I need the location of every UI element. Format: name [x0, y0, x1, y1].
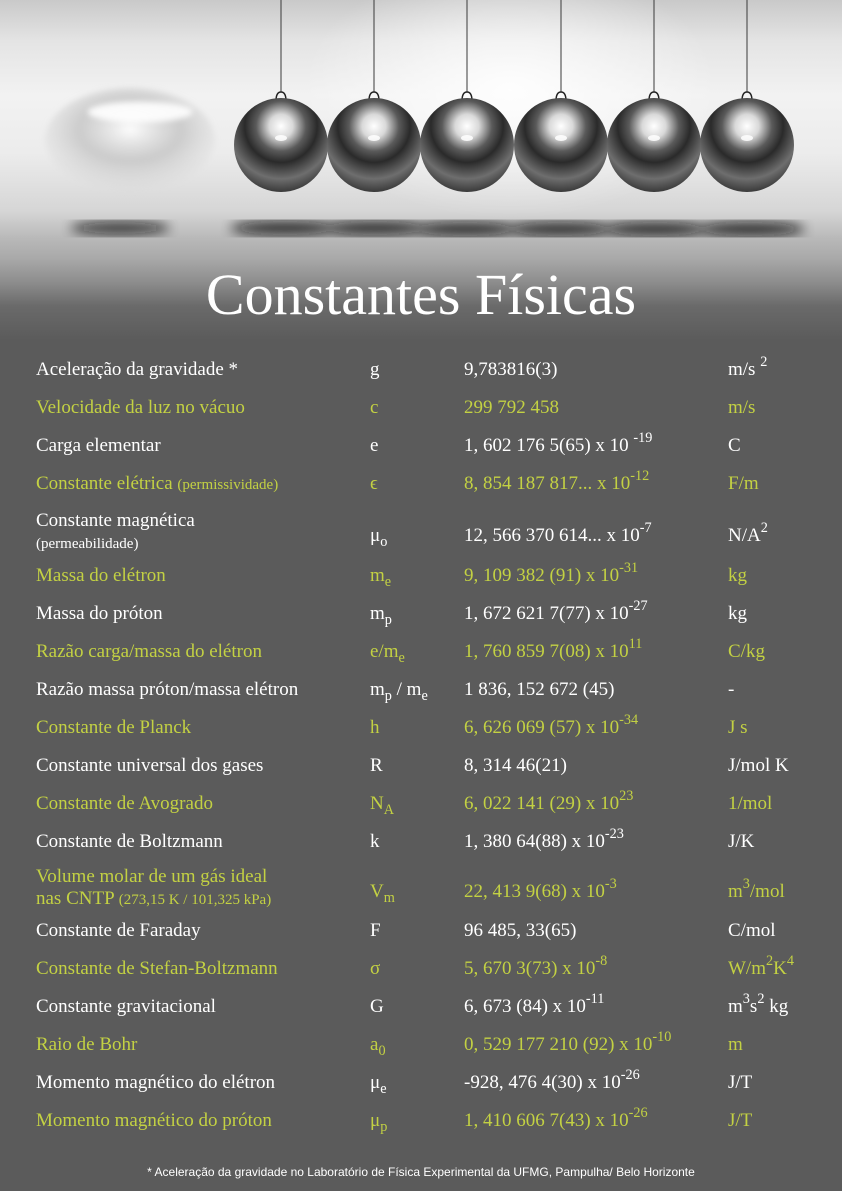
constant-symbol: F	[370, 920, 381, 941]
constant-name-cell	[36, 792, 213, 816]
constant-value-cell	[464, 712, 639, 740]
constant-symbol: N	[370, 793, 384, 814]
constant-value: 12, 566 370 614... x 10	[464, 525, 640, 546]
constant-name-cell	[36, 754, 263, 778]
constant-unit-tail: /mol	[749, 881, 785, 902]
constant-value: 1, 672 621 7(77) x 10	[464, 603, 629, 624]
constant-value: 9, 109 382 (91) x 10	[464, 565, 620, 586]
constant-value-cell	[464, 953, 608, 981]
constant-exponent: -31	[619, 560, 639, 577]
constant-row	[0, 919, 842, 957]
constant-exponent: -34	[619, 712, 639, 729]
constant-unit-cell	[728, 792, 772, 816]
constant-exponent: -7	[639, 520, 652, 537]
constant-symbol-sub: e	[398, 649, 405, 666]
constant-exponent: -10	[652, 1029, 672, 1046]
constant-unit-cell	[728, 564, 747, 588]
constant-name-cell	[36, 957, 278, 981]
constant-row	[0, 1067, 842, 1109]
constant-value: 1, 760 859 7(08) x 10	[464, 641, 629, 662]
constant-unit-cell	[728, 678, 734, 702]
constant-name-cell	[36, 1033, 137, 1057]
constant-exponent: -12	[630, 468, 650, 485]
constant-row	[0, 598, 842, 640]
constant-value: 9,783816(3)	[464, 359, 558, 380]
constant-symbol: a	[370, 1034, 379, 1055]
constant-value: 1, 602 176 5(65) x 10	[464, 435, 634, 456]
constant-symbol-cell	[370, 602, 392, 626]
constant-exponent: -23	[604, 826, 624, 843]
constant-value-cell	[464, 678, 614, 702]
constant-unit-cell	[728, 396, 755, 420]
constant-name-cell	[36, 830, 223, 854]
constant-symbol-cell	[370, 678, 428, 702]
constant-name: Razão massa próton/massa elétron	[36, 679, 299, 700]
constant-symbol-tail-sub: e	[421, 687, 428, 704]
constant-name: Constante elétrica	[36, 473, 178, 494]
constant-unit-sup: 2	[760, 520, 768, 537]
constant-name-cell	[36, 919, 201, 943]
constant-symbol: G	[370, 996, 384, 1017]
constant-name: Constante de Stefan-Boltzmann	[36, 958, 278, 979]
constant-unit-tail-sup: 4	[786, 953, 794, 970]
constant-name: Massa do elétron	[36, 565, 166, 586]
constant-unit: m	[728, 1034, 743, 1055]
constant-row	[0, 560, 842, 602]
constant-name: Velocidade da luz no vácuo	[36, 397, 245, 418]
constant-symbol-cell	[370, 919, 381, 943]
constant-name: Carga elementar	[36, 435, 161, 456]
constant-unit-cell	[728, 1033, 743, 1057]
constant-exponent: -3	[604, 876, 617, 893]
constant-name-cell	[36, 995, 216, 1019]
constant-unit-cell	[728, 520, 768, 548]
constant-symbol-cell	[370, 880, 395, 904]
constant-value-cell	[464, 876, 617, 904]
constant-row	[0, 788, 842, 830]
constant-unit: -	[728, 679, 735, 700]
constant-value-cell	[464, 520, 652, 548]
constant-symbol: μ	[370, 525, 381, 546]
constant-name: Raio de Bohr	[36, 1034, 138, 1055]
constant-exponent: -11	[585, 991, 605, 1008]
constant-row	[0, 754, 842, 792]
constant-row	[0, 1105, 842, 1147]
constant-exponent: -8	[595, 953, 608, 970]
constant-exponent: -26	[628, 1105, 648, 1122]
constant-value: 299 792 458	[464, 397, 559, 418]
constant-symbol-cell	[370, 716, 380, 740]
constant-unit: kg	[728, 603, 747, 624]
constant-value-cell	[464, 826, 624, 854]
constant-name-cell	[36, 472, 278, 497]
constant-unit: C/kg	[728, 641, 765, 662]
constant-exponent: 11	[628, 636, 643, 653]
constant-value: 22, 413 9(68) x 10	[464, 881, 605, 902]
constant-name-cell	[36, 434, 161, 458]
constant-symbol-cell	[370, 830, 380, 854]
constant-unit-cell	[728, 716, 748, 740]
constant-symbol-sub: m	[383, 889, 395, 906]
constant-symbol: e/m	[370, 641, 399, 662]
constant-unit: J/T	[728, 1072, 753, 1093]
constant-unit: 1/mol	[728, 793, 773, 814]
constant-symbol: μ	[370, 1110, 381, 1131]
constant-value-cell	[464, 1067, 640, 1095]
constant-exponent: -19	[633, 430, 653, 447]
constant-name-cell	[36, 716, 191, 740]
constant-value: 1, 380 64(88) x 10	[464, 831, 605, 852]
constant-symbol-cell	[370, 995, 384, 1019]
constant-name: Massa do próton	[36, 603, 163, 624]
constant-unit-tail: s	[749, 996, 758, 1017]
constant-symbol: μ	[370, 1072, 381, 1093]
constant-value: 0, 529 177 210 (92) x 10	[464, 1034, 653, 1055]
constant-unit: m/s	[728, 397, 756, 418]
constant-value-cell	[464, 468, 650, 496]
constant-unit: J/T	[728, 1110, 753, 1131]
constant-unit-cell	[728, 754, 789, 778]
constant-exponent: -26	[620, 1067, 640, 1084]
constant-unit-sup: 2	[766, 953, 774, 970]
constant-symbol-cell	[370, 1033, 386, 1057]
constant-unit-cell	[728, 1071, 752, 1095]
footnote: * Aceleração da gravidade no Laboratório de Física Experimental da UFMG, Pampulha/ Belo Horizonte	[147, 1165, 695, 1179]
constant-unit-cell	[728, 876, 785, 904]
constant-unit: N/A	[728, 525, 761, 546]
constant-symbol-cell	[370, 472, 378, 496]
constant-value-cell	[464, 754, 567, 778]
constant-symbol-sub: p	[384, 611, 392, 628]
constant-value: 6, 022 141 (29) x 10	[464, 793, 620, 814]
constant-exponent: 23	[619, 788, 634, 805]
constant-unit-cell	[728, 1109, 752, 1133]
constant-symbol-cell	[370, 957, 380, 981]
constant-symbol: R	[370, 755, 383, 776]
constant-symbol-cell	[370, 434, 378, 458]
constant-row	[0, 468, 842, 510]
constant-value-cell	[464, 560, 639, 588]
constant-name: Constante de Avogrado	[36, 793, 213, 814]
constant-symbol-cell	[370, 564, 391, 588]
constant-symbol-cell	[370, 358, 380, 382]
constant-symbol-cell	[370, 1071, 387, 1095]
constant-symbol: h	[370, 717, 380, 738]
constant-unit-sup: 3	[742, 876, 750, 893]
constant-value-cell	[464, 1105, 648, 1133]
constant-symbol: ϵ	[370, 473, 378, 494]
constant-row	[0, 396, 842, 434]
constant-name-line2: (permeabilidade)	[36, 536, 139, 552]
constant-symbol: m	[370, 679, 385, 700]
constant-name-cell	[36, 602, 163, 626]
constant-value-cell	[464, 396, 559, 420]
constant-symbol-cell	[370, 792, 394, 816]
constant-symbol: k	[370, 831, 380, 852]
constant-symbol: V	[370, 881, 384, 902]
constant-name: Constante de Planck	[36, 717, 192, 738]
constant-value-cell	[464, 991, 605, 1019]
constant-name: Momento magnético do próton	[36, 1110, 272, 1131]
constant-symbol-tail: / m	[391, 679, 422, 700]
constant-value-cell	[464, 1029, 672, 1057]
constant-unit: C	[728, 435, 741, 456]
constant-unit: m/s	[728, 359, 761, 380]
constant-name-cell	[36, 1109, 272, 1133]
constant-row	[0, 354, 842, 396]
constant-value: 1 836, 152 672 (45)	[464, 679, 615, 700]
constant-value: 6, 673 (84) x 10	[464, 996, 586, 1017]
constant-symbol-sub: p	[384, 687, 392, 704]
constant-unit-cell	[728, 472, 759, 496]
constant-unit: W/m	[728, 958, 766, 979]
constant-value: -928, 476 4(30) x 10	[464, 1072, 621, 1093]
constant-symbol-cell	[370, 396, 378, 420]
constant-symbol-cell	[370, 754, 383, 778]
constant-row	[0, 678, 842, 716]
constant-row	[0, 826, 842, 868]
constant-name: Constante universal dos gases	[36, 755, 264, 776]
constant-symbol-sub: e	[380, 1080, 387, 1097]
constant-value: 6, 626 069 (57) x 10	[464, 717, 620, 738]
constant-unit-cell	[728, 602, 747, 626]
constant-unit: J s	[728, 717, 748, 738]
constant-symbol-cell	[370, 640, 405, 664]
constant-value-cell	[464, 358, 557, 382]
constant-symbol: m	[370, 603, 385, 624]
constant-exponent: -27	[628, 598, 648, 615]
page-title: Constantes Físicas	[205, 262, 637, 327]
constant-row	[0, 991, 842, 1033]
constant-value-cell	[464, 430, 653, 458]
constant-unit-sup: 2	[760, 354, 768, 371]
constant-row	[0, 1029, 842, 1071]
constant-symbol: c	[370, 397, 379, 418]
constant-symbol-sub: A	[383, 801, 395, 818]
constant-unit-cell	[728, 991, 789, 1019]
constant-symbol: σ	[370, 958, 381, 979]
constant-row	[0, 866, 842, 909]
constant-unit-cell	[728, 953, 794, 981]
constant-name-line2-note: (273,15 K / 101,325 kPa)	[118, 892, 272, 908]
constant-symbol-sub: e	[384, 573, 392, 590]
constant-name-cell	[36, 396, 245, 420]
constant-symbol-cell	[370, 1109, 387, 1133]
constant-unit: kg	[728, 565, 747, 586]
constant-symbol-cell	[370, 524, 387, 548]
constant-value-cell	[464, 598, 648, 626]
constant-name-cell	[36, 510, 195, 555]
constant-symbol-sub: p	[380, 1118, 388, 1135]
constant-name-cell	[36, 866, 271, 911]
constant-row	[0, 953, 842, 995]
constant-value: 8, 314 46(21)	[464, 755, 567, 776]
constant-value-cell	[464, 636, 643, 664]
constant-unit-end: kg	[764, 996, 789, 1017]
constant-symbol-sub: 0	[378, 1042, 386, 1059]
constant-symbol: g	[370, 359, 380, 380]
constant-unit: m	[728, 881, 743, 902]
constant-value: 5, 670 3(73) x 10	[464, 958, 596, 979]
constant-unit: m	[728, 996, 743, 1017]
constant-name-cell	[36, 564, 166, 588]
constant-unit: F/m	[728, 473, 759, 494]
constant-row	[0, 636, 842, 678]
constant-name-note: (permissividade)	[177, 477, 279, 493]
constant-unit: J/K	[728, 831, 755, 852]
constant-unit-sup: 3	[742, 991, 750, 1008]
constant-symbol: e	[370, 435, 379, 456]
constant-value: 96 485, 33(65)	[464, 920, 577, 941]
constant-unit-cell	[728, 640, 765, 664]
constant-symbol: m	[370, 565, 385, 586]
constant-unit-tail: K	[773, 958, 787, 979]
constant-unit-cell	[728, 830, 754, 854]
constant-name: Constante de Boltzmann	[36, 831, 223, 852]
constant-name-cell	[36, 640, 262, 664]
constant-name: Volume molar de um gás ideal	[36, 866, 268, 887]
constant-name: Razão carga/massa do elétron	[36, 641, 262, 662]
constant-name-line2: nas CNTP	[36, 888, 119, 909]
constant-unit: C/mol	[728, 920, 776, 941]
constant-value-cell	[464, 788, 634, 816]
constant-name-cell	[36, 358, 238, 382]
constant-row	[0, 510, 842, 552]
constant-unit: J/mol K	[728, 755, 789, 776]
constant-name: Aceleração da gravidade *	[36, 359, 239, 380]
constant-unit-cell	[728, 434, 741, 458]
constant-name: Constante magnética	[36, 510, 195, 531]
constant-unit-cell	[728, 354, 768, 382]
constant-row	[0, 712, 842, 754]
constant-row	[0, 430, 842, 472]
constant-name: Momento magnético do elétron	[36, 1072, 276, 1093]
constant-name: Constante de Faraday	[36, 920, 201, 941]
constant-value: 8, 854 187 817... x 10	[464, 473, 631, 494]
constant-symbol-sub: o	[380, 533, 388, 550]
constant-value-cell	[464, 919, 576, 943]
constant-value: 1, 410 606 7(43) x 10	[464, 1110, 629, 1131]
constant-unit-tail-sup: 2	[757, 991, 765, 1008]
constant-unit-cell	[728, 919, 776, 943]
constant-name: Constante gravitacional	[36, 996, 216, 1017]
constant-name-cell	[36, 1071, 275, 1095]
constant-name-cell	[36, 678, 298, 702]
